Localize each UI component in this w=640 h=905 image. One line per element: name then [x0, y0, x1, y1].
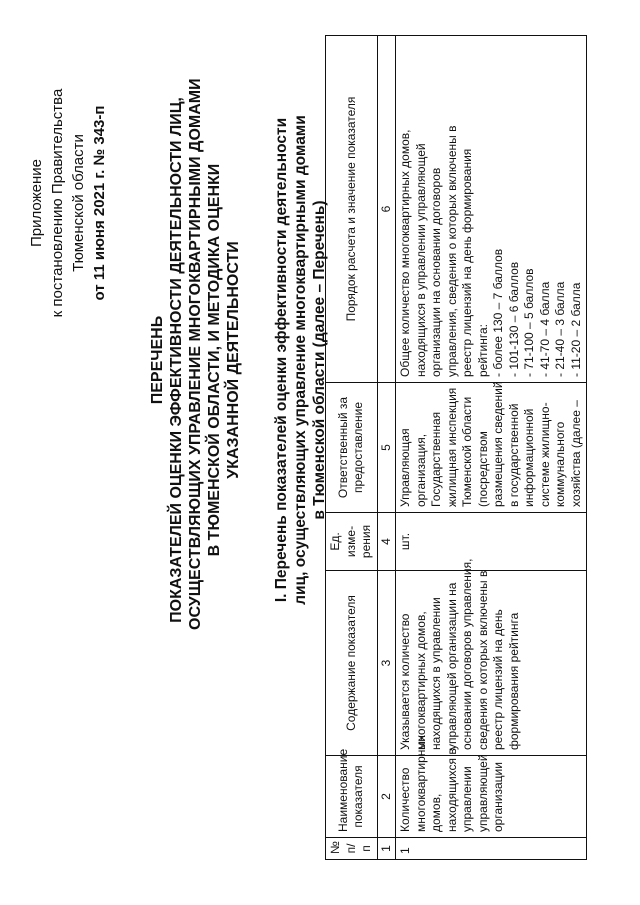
row-number: 1 — [396, 838, 587, 860]
indicator-name — [396, 734, 587, 838]
approval-appendix: Приложение — [28, 159, 45, 247]
title-line: УКАЗАННОЙ ДЕЯТЕЛЬНОСТИ — [225, 241, 242, 479]
cell-line: (посредством — [475, 431, 490, 507]
title-line: ОСУЩЕСТВЛЯЮЩИХ УПРАВЛЕНИЕ МНОГОКВАРТИРНЫМИ ДОМАМИ — [187, 78, 204, 630]
header-number: № п/п — [326, 838, 378, 860]
cell-line: находящихся в управлении — [429, 597, 443, 750]
approval-date-number: от 11 июня 2021 г. № 343-п — [91, 105, 108, 301]
cell-line: Общее количество многоквартирных домов, — [398, 129, 412, 377]
cell-line: размещения сведений — [491, 381, 505, 507]
column-number: 3 — [377, 571, 396, 756]
cell-line: находящихся в управлении управляющей — [413, 143, 428, 377]
column-number: 5 — [377, 383, 396, 513]
section-heading-line: I. Перечень показателей оценки эффективности деятельности — [273, 117, 290, 603]
cell-line: Указывается количество — [398, 613, 412, 750]
column-number: 1 — [377, 838, 396, 860]
table-row — [396, 36, 587, 860]
indicator-unit: шт. — [396, 513, 587, 571]
cell-line: - более 130 – 7 баллов — [491, 248, 505, 377]
approval-resolution: к постановлению Правительства — [49, 88, 66, 318]
cell-line: системе жилищно- — [537, 402, 552, 507]
column-number-row — [377, 36, 396, 860]
indicator-content — [396, 558, 587, 756]
header-name: Наименование показателя — [326, 756, 378, 838]
cell-line: Количество — [398, 767, 412, 832]
cell-line: реестр лицензий на день — [491, 609, 505, 750]
cell-line: организация, — [413, 433, 428, 507]
indicator-responsible — [396, 383, 587, 513]
indicator-calculation — [396, 36, 587, 383]
header-responsible: Ответственный за предоставление — [326, 383, 378, 513]
cell-line: организации на основании договоров — [429, 167, 443, 377]
column-number: 4 — [377, 513, 396, 571]
cell-line: основании договоров управления, — [460, 558, 474, 750]
cell-line: многоквартирных — [413, 734, 428, 832]
cell-line: реестр лицензий на день формирования — [460, 148, 474, 377]
rotated-page — [20, 20, 620, 880]
approval-block — [26, 38, 110, 368]
cell-line: сведения о которых включены в — [475, 570, 490, 750]
cell-line: хозяйства (далее – — [568, 400, 583, 507]
header-calculation: Порядок расчета и значение показателя — [326, 36, 378, 383]
section-heading-line: в Тюменской области (далее – Перечень) — [311, 200, 328, 520]
title-line: ПОКАЗАТЕЛЕЙ ОЦЕНКИ ЭФФЕКТИВНОСТИ ДЕЯТЕЛЬНОСТИ ЛИЦ, — [168, 97, 185, 623]
cell-line: управляющей организации на — [444, 582, 459, 750]
cell-line: - 41-70 – 4 балла — [537, 281, 552, 377]
column-number: 6 — [377, 36, 396, 383]
column-number: 2 — [377, 756, 396, 838]
cell-line: информационной — [522, 408, 536, 507]
cell-line: формирования рейтинга — [506, 612, 521, 750]
cell-line: домов, — [429, 793, 443, 832]
cell-line: - 21-40 – 3 балла — [553, 281, 567, 377]
cell-line: - 71-100 – 5 баллов — [522, 268, 536, 377]
title-line: ПЕРЕЧЕНЬ — [149, 315, 166, 405]
section-heading — [272, 110, 329, 610]
cell-line: - 11-20 – 2 балла — [568, 282, 583, 377]
cell-line: управляющей — [475, 754, 490, 832]
cell-line: управлении — [460, 766, 474, 832]
cell-line: коммунального — [553, 421, 567, 507]
cell-line: - 101-130 – 6 баллов — [506, 261, 521, 377]
cell-line: Управляющая — [398, 428, 412, 507]
indicators-table — [325, 35, 587, 860]
cell-line: управления, сведения о которых включены в — [444, 125, 459, 377]
cell-line: рейтинга: — [475, 324, 490, 377]
section-heading-line: лиц, осуществляющих управление многоквартирными домами — [292, 115, 309, 605]
header-unit: Ед. изме-рения — [326, 513, 378, 571]
cell-line: Тюменской области — [460, 396, 474, 507]
header-content: Содержание показателя — [326, 571, 378, 756]
approval-region: Тюменской области — [70, 134, 87, 272]
cell-line: находящихся в — [444, 748, 459, 832]
cell-line: в государственной — [506, 403, 521, 507]
cell-line: многоквартирных домов, — [413, 611, 428, 750]
cell-line: организации — [491, 762, 505, 832]
cell-line: Государственная — [429, 411, 443, 507]
document-title — [148, 78, 243, 630]
table-header-row — [326, 36, 378, 860]
title-line: В ТЮМЕНСКОЙ ОБЛАСТИ, И МЕТОДИКА ОЦЕНКИ — [206, 163, 223, 557]
cell-line: жилищная инспекция — [444, 387, 459, 507]
